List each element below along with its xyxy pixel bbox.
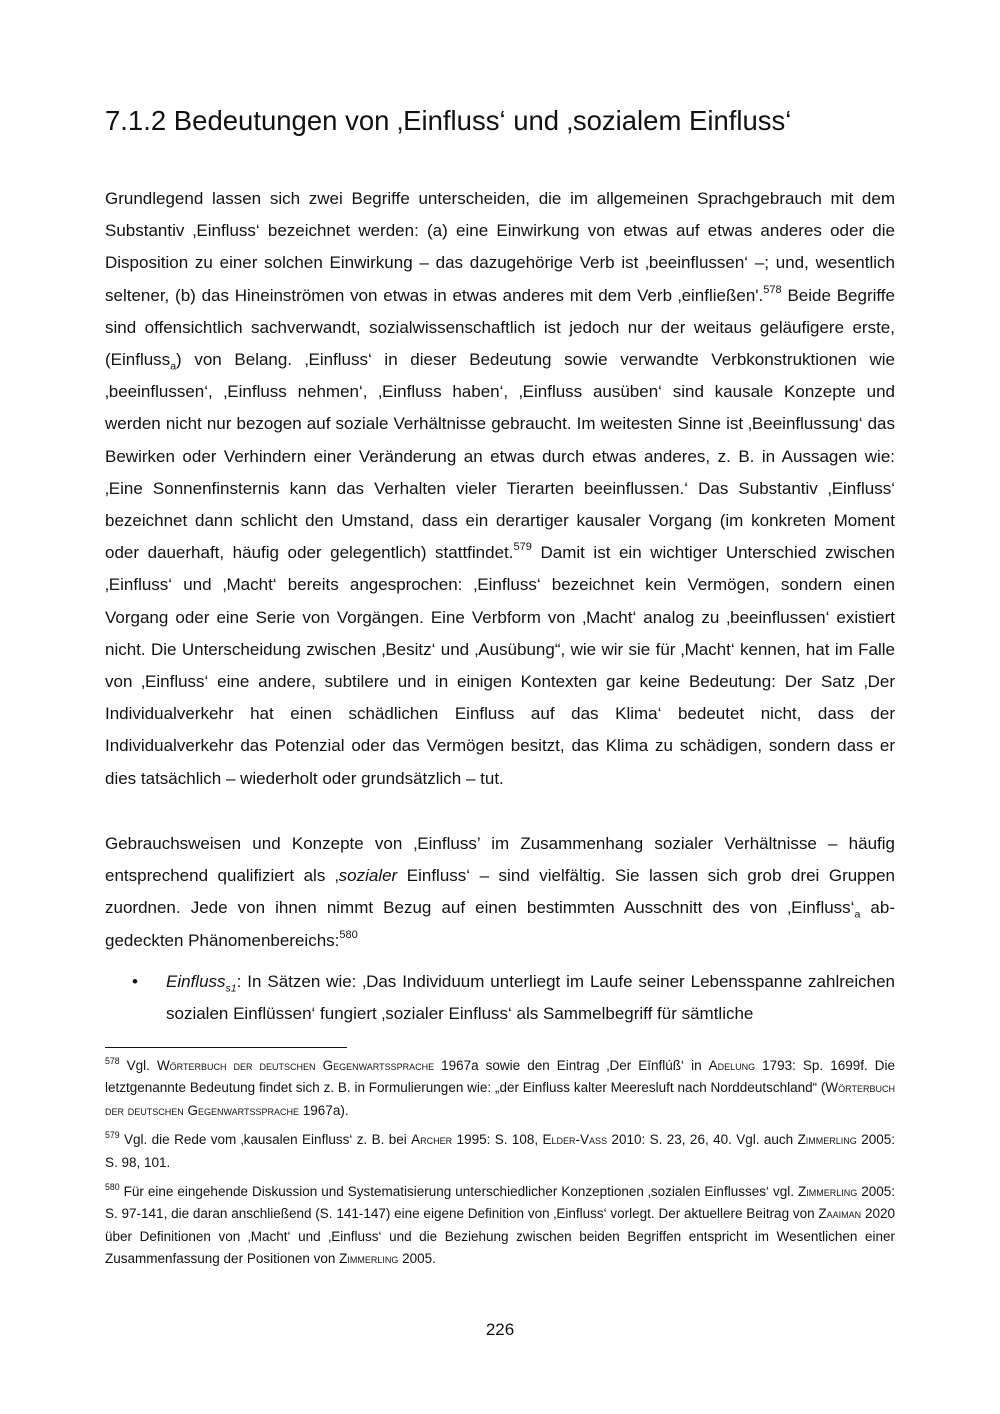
citation-author: Elder-Vass xyxy=(542,1132,608,1148)
citation-author: Wörterbuch der deutschen Gegenwartssprache xyxy=(105,1080,895,1118)
footnote-text: 2020 über Definitionen von ‚Macht‘ und ‚Einfluss‘ und die Beziehung zwischen beiden Begriffen entspricht im Wesentlichen einer Zusammenfassung der Positionen von xyxy=(105,1206,895,1267)
bullet-dot: • xyxy=(132,972,138,991)
footnote-text: Vgl. die Rede vom ‚kausalen Einfluss‘ z. B. bei xyxy=(119,1132,412,1148)
paragraph-2 xyxy=(105,828,895,957)
list-item xyxy=(105,966,895,1030)
citation-author: Wörterbuch der deutschen Gegenwartssprache xyxy=(156,1058,435,1073)
term-subscript: s1 xyxy=(225,982,237,995)
footnote-divider xyxy=(105,1047,347,1048)
footnote-text: 1995: S. 108, xyxy=(452,1132,543,1148)
paragraph-2-text-b: Einfluss‘ – sind vielfältig. Sie lassen sich grob drei Gruppen zuordnen. Jede von ihnen nimmt Bezug auf einen bestimmten Ausschnitt des von ‚Einfluss‘ xyxy=(105,866,896,918)
citation-author: Adelung xyxy=(708,1058,756,1073)
footnote-580 xyxy=(105,1181,895,1271)
section-heading: 7.1.2 Bedeutungen von ‚Einfluss‘ und ‚sozialem Einfluss‘ xyxy=(105,105,792,136)
paragraph-1-text-c: ) von Belang. ‚Einfluss‘ in dieser Bedeutung sowie verwandte Verbkonstruktionen wie ‚beeinflussen‘, ‚Einfluss nehmen‘, ‚Einfluss haben‘, ‚Einfluss ausüben‘ sind kausale Konzepte und werden nicht nur bezogen auf soziale Verhältnisse gebraucht. Im weitesten Sinne ist ‚Beeinflussung‘ das Bewirken oder Verhindern einer Veränderung an etwas durch etwas anderes, z. B. in Aussagen wie: ‚Eine Sonnenfinsternis kann das Verhalten vieler Tierarten beeinflussen.‘ Das Substantiv ‚Einfluss‘ bezeichnet dann schlicht den Umstand, dass ein derartiger kausaler Vorgang (im konkreten Moment oder dauerhaft, häufig oder gelegentlich) stattfindet. xyxy=(105,350,895,563)
footnote-text: 2005. xyxy=(398,1251,436,1267)
paragraph-1-text-a: Grundlegend lassen sich zwei Begriffe unterscheiden, die im allgemeinen Sprachgebrauch mit dem Substantiv ‚Einfluss‘ bezeichnet werden: (a) eine Einwirkung von etwas auf etwas anderes oder die Disposition zu einer solchen Einwirkung – das dazugehörige Verb ist ‚beeinflussen‘ –; und, wesentlich seltener, (b) das Hineinströmen von etwas in etwas anderes mit dem Verb ‚einfließen'. xyxy=(105,189,895,305)
citation-author: Zimmerling xyxy=(797,1132,857,1148)
bullet-text: : In Sätzen wie: ‚Das Individuum unterliegt im Laufe seiner Lebensspanne zahlreichen sozialen Einflüssen‘ fungiert ‚sozialer Einfluss‘ als Sammelbegriff für sämtliche xyxy=(166,972,895,1023)
footnote-text: 1967a sowie den Eintrag ‚Der Eīnflúß‘ in xyxy=(434,1058,709,1073)
footnote-579 xyxy=(105,1129,895,1174)
footnote-text: Vgl. xyxy=(119,1058,157,1073)
footnote-ref-578[interactable]: 578 xyxy=(763,283,782,296)
citation-author: Zimmerling xyxy=(339,1251,399,1267)
bullet-list xyxy=(105,966,895,1030)
footnote-text: 2005: S. 97-141, die daran anschließend (S. 141-147) eine eigene Definition von ‚Einfluss‘ vorlegt. Der aktuellere Beitrag von xyxy=(105,1184,895,1222)
footnote-text: 2005: S. 98, 101. xyxy=(105,1132,895,1170)
subscript-a: a xyxy=(854,908,861,921)
citation-author: Zaaiman xyxy=(818,1206,862,1222)
page-number: 226 xyxy=(485,1320,515,1339)
subscript-a: a xyxy=(170,360,177,373)
footnote-578 xyxy=(105,1055,895,1122)
footnote-text: 1967a). xyxy=(299,1102,349,1118)
citation-author: Zimmerling xyxy=(797,1184,858,1200)
paragraph-1-text-d: Damit ist ein wichtiger Unterschied zwischen ‚Einfluss‘ und ‚Macht‘ bereits angesprochen: ‚Einfluss‘ bezeichnet kein Vermögen, sondern einen Vorgang oder eine Serie von Vorgängen. Eine Verbform von ‚Macht‘ analog zu ‚beeinflussen‘ existiert nicht. Die Unterscheidung zwischen ‚Besitz‘ und ‚Ausübung“, wie wir sie für ‚Macht‘ kennen, hat im Falle von ‚Einfluss‘ eine andere, subtilere und in einigen Kontexten gar keine Bedeutung: Der Satz ‚Der Individualverkehr hat einen schädlichen Einfluss auf das Klima‘ bedeutet nicht, dass der Individualverkehr das Potenzial oder das Vermögen besitzt, das Klima zu schädigen, sondern dass er dies tatsächlich – wiederholt oder grundsätzlich – tut. xyxy=(105,543,896,788)
paragraph-2-italic: sozialer xyxy=(338,866,398,886)
footnote-text: 1793: Sp. 1699f. Die letztgenannte Bedeutung findet sich z. B. in Formulierungen wie: „der Einfluss kalter Meeresluft nach Norddeutschland“ ( xyxy=(105,1058,896,1096)
footnote-ref-579[interactable]: 579 xyxy=(513,541,532,554)
footnote-number: 580 xyxy=(105,1181,120,1192)
paragraph-2-text-a: Gebrauchsweisen und Konzepte von ‚Einfluss’ im Zusammenhang sozialer Verhältnisse – häufig entsprechend qualifiziert als ‚ xyxy=(105,834,895,886)
citation-author: Archer xyxy=(411,1132,453,1148)
footnote-ref-580[interactable]: 580 xyxy=(339,928,358,941)
footnote-number: 579 xyxy=(105,1129,120,1140)
footnote-number: 578 xyxy=(105,1055,120,1066)
paragraph-2-text-c: abgedeckten Phänomenbereichs: xyxy=(105,898,895,950)
footnote-text: 2010: S. 23, 26, 40. Vgl. auch xyxy=(607,1132,798,1148)
footnote-text: Für eine eingehende Diskussion und Systematisierung unterschiedlicher Konzeptionen ‚sozialen Einflusses‘ vgl. xyxy=(119,1184,798,1200)
footnotes xyxy=(105,1055,895,1278)
paragraph-1-text-b: Beide Begriffe sind offensichtlich sachverwandt, sozialwissenschaftlich ist jedoch nur der weitaus geläufigere erste, (Einfluss xyxy=(105,285,895,370)
paragraph-1 xyxy=(105,183,895,795)
term-einfluss-s1: Einfluss xyxy=(166,972,226,991)
